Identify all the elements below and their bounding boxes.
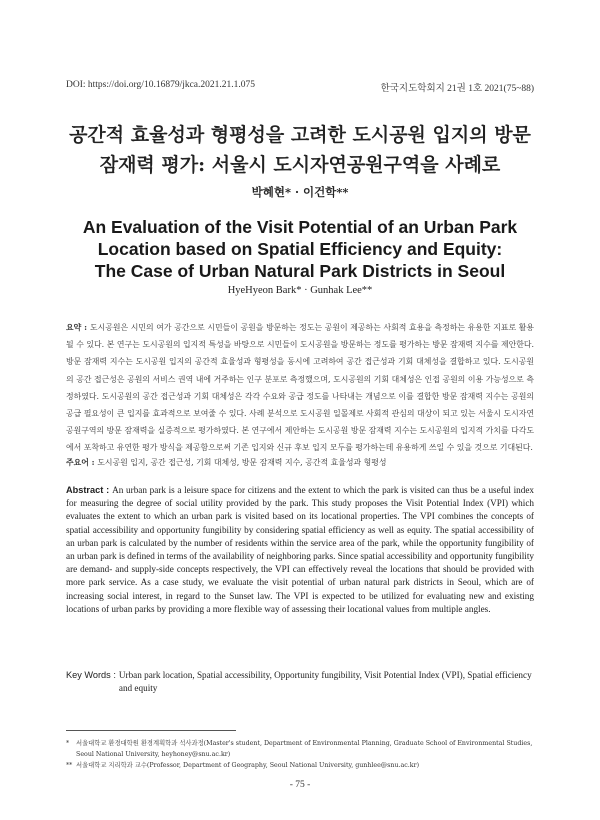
footnote-2 — [66, 760, 534, 771]
page-number: - 75 - — [289, 780, 311, 790]
page-header — [66, 80, 534, 94]
english-keywords — [66, 669, 534, 695]
doi-text[interactable]: DOI: https://doi.org/10.16879/jkca.2021.21.1.075 — [66, 80, 256, 90]
footnotes — [66, 738, 534, 771]
korean-abstract-label: 요약 : — [66, 323, 90, 332]
korean-title-line-2: 잠재력 평가: 서울시 도시자연공원구역을 사례로 — [99, 154, 501, 176]
korean-keywords — [66, 457, 534, 468]
korean-abstract — [66, 319, 534, 457]
footnote-1-text: 서울대학교 환경대학원 환경계획학과 석사과정(Master's student, Department of Environmental Planning, Graduate School of Environmental Studies, Seoul National University, heyhoney@snu.ac.kr) — [76, 740, 533, 758]
english-title-line-1: An Evaluation of the Visit Potential of an Urban Park — [82, 217, 518, 237]
english-abstract-label: Abstract : — [66, 485, 113, 495]
footnote-2-text: 서울대학교 지리학과 교수(Professor, Department of Geography, Seoul National University, gunhlee@snu.ac.kr) — [76, 762, 420, 769]
english-keywords-text: Urban park location, Spatial accessibility, Opportunity fungibility, Visit Potential Index (VPI), Spatial efficiency and equity — [118, 670, 532, 694]
english-abstract-text: An urban park is a leisure space for citizens and the extent to which the park is visited can thus be a useful index for measuring the degree of social utility provided by the park. This study proposes the Visit Potential Index (VPI) which evaluates the extent to which an urban park is visited based on its locational properties. The VPI combines the concepts of spatial accessibility and opportunity fungibility by considering spatial efficiency as well as equity. The spatial accessibility of an urban park is calculated by the number of residents within the service area of the park, while the opportunity fungibility of an urban park is defined in terms of the availability of neighboring parks. Since spatial accessibility and opportunity fungibility are demand- and supply-side concepts respectively, the VPI can effectively reveal the locations that should be provided with more park service. As a case study, we evaluate the visit potential of urban natural park districts in Seoul, which are of increasing social interest, in regard to the Sunset law. The VPI is expected to be utilized for evaluating new and existing locations of urban parks by providing a more flexible way of assessing their locational values from multiple angles. — [66, 485, 534, 614]
footnote-1-mark: * — [66, 740, 70, 747]
korean-title — [40, 120, 560, 180]
korean-authors: 박혜현* · 이건학** — [251, 185, 349, 199]
journal-citation: 한국지도학회지 21권 1호 2021(75~88) — [380, 84, 534, 94]
korean-keywords-label: 주요어 : — [66, 458, 98, 467]
korean-abstract-text: 도시공원은 시민의 여가 공간으로 시민들이 공원을 방문하는 정도는 공원이 제공하는 사회적 효용을 측정하는 유용한 지표로 활용될 수 있다. 본 연구는 도시공원의 입지적 특성을 바탕으로 시민들이 도시공원을 방문하는 정도를 평가하는 방문 잠재력 지수를 제안한다. 방문 잠재력 지수는 도시공원 입지의 공간적 효율성과 형평성을 동시에 고려하여 공간 접근성과 기회 대체성을 결합하고 있다. 도시공원의 공간 접근성은 공원의 서비스 권역 내에 거주하는 인구 분포로 측정했으며, 도시공원의 기회 대체성은 인접 공원의 이용 가능성으로 측정하였다. 도시공원의 공간 접근성과 기회 대체성은 각각 수요와 공급 정도를 나타내는 개념으로 이를 결합한 방문 잠재력 지수는 공원의 공급 필요성이 큰 입지를 효과적으로 보여줄 수 있다. 사례 분석으로 도시공원 일몰제로 사회적 관심의 대상이 되고 있는 서울시 도시자연공원구역의 방문 잠재력을 실증적으로 평가하였다. 본 연구에서 제안하는 도시공원 방문 잠재력 지수는 도시공원의 입지적 가치를 다각도에서 포착하고 유연한 평가 방식을 제공함으로써 기존 입지와 신규 후보 입지 모두를 평가하는데 유용하게 쓰일 수 있을 것으로 기대된다. — [66, 323, 534, 453]
english-abstract — [66, 484, 534, 616]
footnote-1 — [66, 738, 534, 760]
english-keywords-label: Key Words : — [66, 670, 116, 680]
english-title-line-2: Location based on Spatial Efficiency and Equity: — [97, 239, 503, 259]
footnote-2-mark: ** — [66, 762, 73, 769]
korean-keywords-text: 도시공원 입지, 공간 접근성, 기회 대체성, 방문 잠재력 지수, 공간적 효율성과 형평성 — [97, 458, 387, 467]
footnote-divider — [66, 730, 236, 731]
korean-title-line-1: 공간적 효율성과 형평성을 고려한 도시공원 입지의 방문 — [69, 124, 531, 146]
english-authors: HyeHyeon Bark* · Gunhak Lee** — [227, 285, 373, 296]
english-title-line-3: The Case of Urban Natural Park Districts in Seoul — [94, 261, 506, 281]
english-title — [60, 216, 540, 282]
